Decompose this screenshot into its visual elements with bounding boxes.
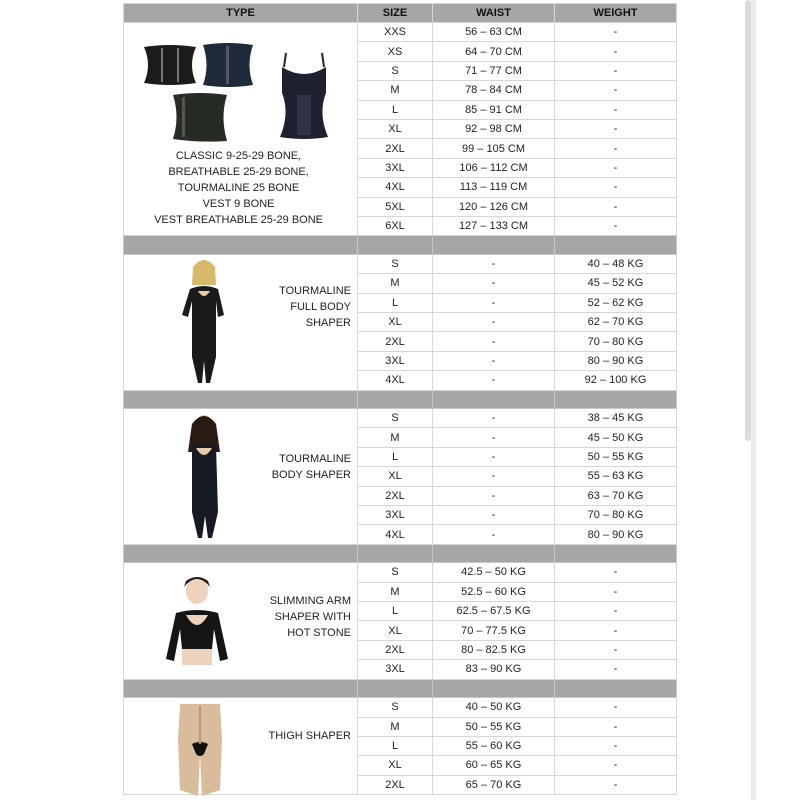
divider-cell — [433, 236, 555, 255]
scrollbar-track[interactable] — [751, 0, 756, 800]
size-cell: L — [358, 736, 433, 755]
weight-cell: - — [555, 717, 677, 736]
product-name-line: VEST BREATHABLE 25-29 BONE — [154, 214, 323, 226]
size-cell: 4XL — [358, 525, 433, 544]
product-name-line: VEST 9 BONE — [202, 198, 275, 210]
waist-cell: - — [433, 274, 555, 293]
header-size: SIZE — [358, 4, 433, 23]
weight-cell: - — [555, 139, 677, 158]
divider-cell — [555, 679, 677, 698]
size-table — [123, 3, 677, 795]
size-cell: XL — [358, 756, 433, 775]
product-name-line: CLASSIC 9-25-29 BONE, — [175, 150, 302, 162]
size-cell: 4XL — [358, 371, 433, 390]
waist-cell: - — [433, 332, 555, 351]
size-cell: S — [358, 409, 433, 428]
product-name-line: THIGH SHAPER — [268, 730, 351, 743]
thigh-shaper-image — [170, 700, 230, 806]
size-cell: XL — [358, 467, 433, 486]
product-type-cell — [124, 23, 358, 236]
waist-cell: 85 – 91 CM — [433, 100, 555, 119]
waist-cell: 120 – 126 CM — [433, 197, 555, 216]
weight-cell: 80 – 90 KG — [555, 525, 677, 544]
weight-cell: 70 – 80 KG — [555, 505, 677, 524]
arm-shaper-image — [162, 569, 232, 675]
full-body-shaper-image — [176, 257, 236, 393]
header-row — [124, 4, 677, 23]
divider-cell — [433, 544, 555, 563]
weight-cell: - — [555, 216, 677, 235]
waist-cell: - — [433, 447, 555, 466]
size-cell: L — [358, 293, 433, 312]
size-cell: 3XL — [358, 351, 433, 370]
product-name — [270, 593, 351, 641]
size-cell: L — [358, 447, 433, 466]
divider-cell — [555, 236, 677, 255]
weight-cell: 38 – 45 KG — [555, 409, 677, 428]
table-row — [124, 23, 677, 42]
weight-cell: - — [555, 602, 677, 621]
product-name-line: SLIMMING ARM — [269, 595, 351, 608]
size-cell: 2XL — [358, 139, 433, 158]
product-name-line: BREATHABLE 25-29 BONE, — [168, 166, 309, 178]
size-cell: M — [358, 274, 433, 293]
waist-cell: 99 – 105 CM — [433, 139, 555, 158]
weight-cell: - — [555, 119, 677, 138]
weight-cell: - — [555, 621, 677, 640]
waist-cell: 70 – 77.5 KG — [433, 621, 555, 640]
weight-cell: 92 – 100 KG — [555, 371, 677, 390]
waist-cell: 42.5 – 50 KG — [433, 563, 555, 582]
table-row — [124, 409, 677, 428]
size-cell: 3XL — [358, 660, 433, 679]
body-shaper-image — [176, 412, 236, 548]
weight-cell: - — [555, 640, 677, 659]
waist-trainers-image — [140, 33, 355, 149]
table-row — [124, 254, 677, 273]
weight-cell: 45 – 50 KG — [555, 428, 677, 447]
product-name — [279, 283, 351, 331]
waist-cell: 80 – 82.5 KG — [433, 640, 555, 659]
waist-cell: - — [433, 351, 555, 370]
divider-cell — [555, 390, 677, 409]
waist-cell: - — [433, 428, 555, 447]
weight-cell: - — [555, 100, 677, 119]
weight-cell: 80 – 90 KG — [555, 351, 677, 370]
weight-cell: 52 – 62 KG — [555, 293, 677, 312]
product-name-line: FULL BODY — [290, 300, 351, 313]
size-chart — [123, 3, 676, 795]
weight-cell: - — [555, 178, 677, 197]
weight-cell: 55 – 63 KG — [555, 467, 677, 486]
divider-cell — [358, 679, 433, 698]
waist-cell: 64 – 70 CM — [433, 42, 555, 61]
product-name — [154, 148, 323, 228]
waist-cell: 127 – 133 CM — [433, 216, 555, 235]
scrollbar-thumb[interactable] — [745, 0, 751, 441]
waist-cell: 65 – 70 KG — [433, 775, 555, 794]
header-type: TYPE — [124, 4, 358, 23]
size-cell: 2XL — [358, 775, 433, 794]
product-name-line: SHAPER — [305, 316, 351, 329]
weight-cell: - — [555, 756, 677, 775]
product-name-line: SHAPER WITH — [274, 611, 351, 624]
size-cell: 4XL — [358, 178, 433, 197]
weight-cell: 40 – 48 KG — [555, 254, 677, 273]
divider-cell — [358, 236, 433, 255]
product-name-line: TOURMALINE — [279, 284, 351, 297]
weight-cell: 63 – 70 KG — [555, 486, 677, 505]
weight-cell: - — [555, 23, 677, 42]
waist-cell: - — [433, 312, 555, 331]
weight-cell: - — [555, 197, 677, 216]
waist-cell: 106 – 112 CM — [433, 158, 555, 177]
size-cell: 2XL — [358, 332, 433, 351]
waist-cell: 60 – 65 KG — [433, 756, 555, 775]
waist-cell: 92 – 98 CM — [433, 119, 555, 138]
weight-cell: - — [555, 582, 677, 601]
weight-cell: - — [555, 42, 677, 61]
product-name — [272, 451, 351, 483]
size-cell: 2XL — [358, 640, 433, 659]
divider-cell — [433, 679, 555, 698]
size-cell: M — [358, 81, 433, 100]
size-cell: XL — [358, 312, 433, 331]
size-cell: S — [358, 61, 433, 80]
product-name-line: TOURMALINE — [279, 453, 351, 466]
waist-cell: - — [433, 254, 555, 273]
weight-cell: - — [555, 660, 677, 679]
section-divider-row — [124, 236, 677, 255]
size-cell: L — [358, 602, 433, 621]
divider-cell — [124, 236, 358, 255]
weight-cell: 70 – 80 KG — [555, 332, 677, 351]
header-weight: WEIGHT — [555, 4, 677, 23]
size-cell: 5XL — [358, 197, 433, 216]
waist-cell: 56 – 63 CM — [433, 23, 555, 42]
product-type-cell — [124, 698, 358, 795]
divider-cell — [358, 544, 433, 563]
product-name-line: BODY SHAPER — [271, 469, 351, 482]
size-cell: 3XL — [358, 158, 433, 177]
size-cell: M — [358, 582, 433, 601]
weight-cell: 50 – 55 KG — [555, 447, 677, 466]
size-cell: M — [358, 717, 433, 736]
waist-cell: 113 – 119 CM — [433, 178, 555, 197]
size-cell: XL — [358, 119, 433, 138]
size-cell: S — [358, 254, 433, 273]
waist-cell: - — [433, 525, 555, 544]
product-name-line: TOURMALINE 25 BONE — [177, 182, 300, 194]
weight-cell: - — [555, 81, 677, 100]
waist-cell: 50 – 55 KG — [433, 717, 555, 736]
divider-cell — [124, 544, 358, 563]
size-cell: S — [358, 563, 433, 582]
divider-cell — [358, 390, 433, 409]
waist-cell: 40 – 50 KG — [433, 698, 555, 717]
weight-cell: - — [555, 775, 677, 794]
section-divider-row — [124, 679, 677, 698]
section-divider-row — [124, 390, 677, 409]
weight-cell: - — [555, 563, 677, 582]
weight-cell: - — [555, 158, 677, 177]
product-type-cell — [124, 254, 358, 390]
size-cell: XS — [358, 42, 433, 61]
waist-cell: - — [433, 505, 555, 524]
waist-cell: - — [433, 293, 555, 312]
weight-cell: 62 – 70 KG — [555, 312, 677, 331]
table-row — [124, 698, 677, 717]
waist-cell: - — [433, 371, 555, 390]
table-row — [124, 563, 677, 582]
weight-cell: - — [555, 61, 677, 80]
product-type-cell — [124, 563, 358, 679]
product-name-line: HOT STONE — [287, 627, 351, 640]
weight-cell: - — [555, 736, 677, 755]
product-name — [268, 728, 351, 744]
waist-cell: - — [433, 409, 555, 428]
waist-cell: - — [433, 467, 555, 486]
size-cell: XXS — [358, 23, 433, 42]
size-cell: 3XL — [358, 505, 433, 524]
waist-cell: 62.5 – 67.5 KG — [433, 602, 555, 621]
size-cell: S — [358, 698, 433, 717]
waist-cell: 83 – 90 KG — [433, 660, 555, 679]
waist-cell: 78 – 84 CM — [433, 81, 555, 100]
product-type-cell — [124, 409, 358, 545]
waist-cell: 52.5 – 60 KG — [433, 582, 555, 601]
size-cell: 2XL — [358, 486, 433, 505]
size-cell: L — [358, 100, 433, 119]
size-cell: 6XL — [358, 216, 433, 235]
divider-cell — [124, 679, 358, 698]
divider-cell — [555, 544, 677, 563]
waist-cell: - — [433, 486, 555, 505]
size-cell: M — [358, 428, 433, 447]
header-waist: WAIST — [433, 4, 555, 23]
divider-cell — [433, 390, 555, 409]
divider-cell — [124, 390, 358, 409]
weight-cell: 45 – 52 KG — [555, 274, 677, 293]
size-cell: XL — [358, 621, 433, 640]
waist-cell: 71 – 77 CM — [433, 61, 555, 80]
waist-cell: 55 – 60 KG — [433, 736, 555, 755]
weight-cell: - — [555, 698, 677, 717]
